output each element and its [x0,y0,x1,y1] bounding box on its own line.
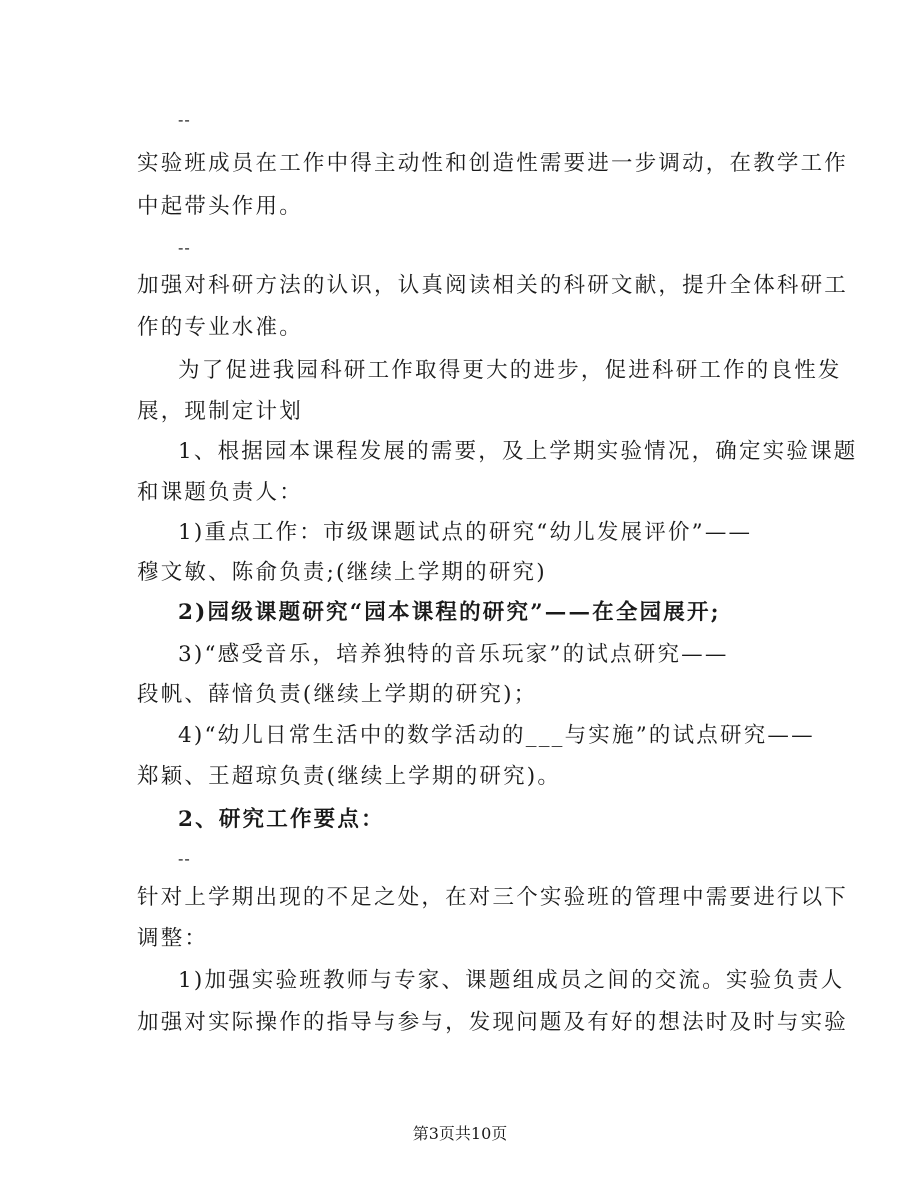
paragraph-line: 段帆、薛愔负责(继续上学期的研究)； [137,682,538,707]
paragraph-line: 3)“感受音乐，培养独特的音乐玩家”的试点研究—— [178,642,729,667]
paragraph-line: 加强对实际操作的指导与参与，发现问题及有好的想法时及时与实验 [137,1010,849,1035]
paragraph-line: 为了促进我园科研工作取得更大的进步，促进科研工作的良性发 [178,358,842,383]
paragraph-line: 实验班成员在工作中得主动性和创造性需要进一步调动，在教学工作 [137,151,849,176]
dash-marker: -- [178,110,191,129]
paragraph-line: 1、根据园本课程发展的需要，及上学期实验情况，确定实验课题 [178,439,858,464]
dash-marker: -- [178,238,191,257]
paragraph-line: 调整： [137,926,209,951]
dash-marker: -- [178,849,191,868]
paragraph-line: 郑颖、王超琼负责(继续上学期的研究)。 [137,764,562,789]
paragraph-line: 作的专业水准。 [137,315,303,340]
paragraph-line: 4)“幼儿日常生活中的数学活动的___与实施”的试点研究—— [178,723,815,748]
paragraph-line: 针对上学期出现的不足之处，在对三个实验班的管理中需要进行以下 [137,885,849,910]
paragraph-line: 中起带头作用。 [137,194,303,219]
page-number-footer: 第3页共10页 [412,1124,508,1143]
section-heading: 2、研究工作要点： [178,807,385,832]
paragraph-line: 穆文敏、陈俞负责;(继续上学期的研究) [137,560,547,585]
paragraph-line: 加强对科研方法的认识，认真阅读相关的科研文献，提升全体科研工 [137,273,849,298]
paragraph-line: 展，现制定计划 [137,399,303,424]
paragraph-line: 1)加强实验班教师与专家、课题组成员之间的交流。实验负责人 [178,968,845,993]
paragraph-line: 1)重点工作：市级课题试点的研究“幼儿发展评价”—— [178,520,753,545]
paragraph-line: 2)园级课题研究“园本课程的研究”——在全园展开; [178,600,721,625]
paragraph-line: 和课题负责人： [137,480,303,505]
